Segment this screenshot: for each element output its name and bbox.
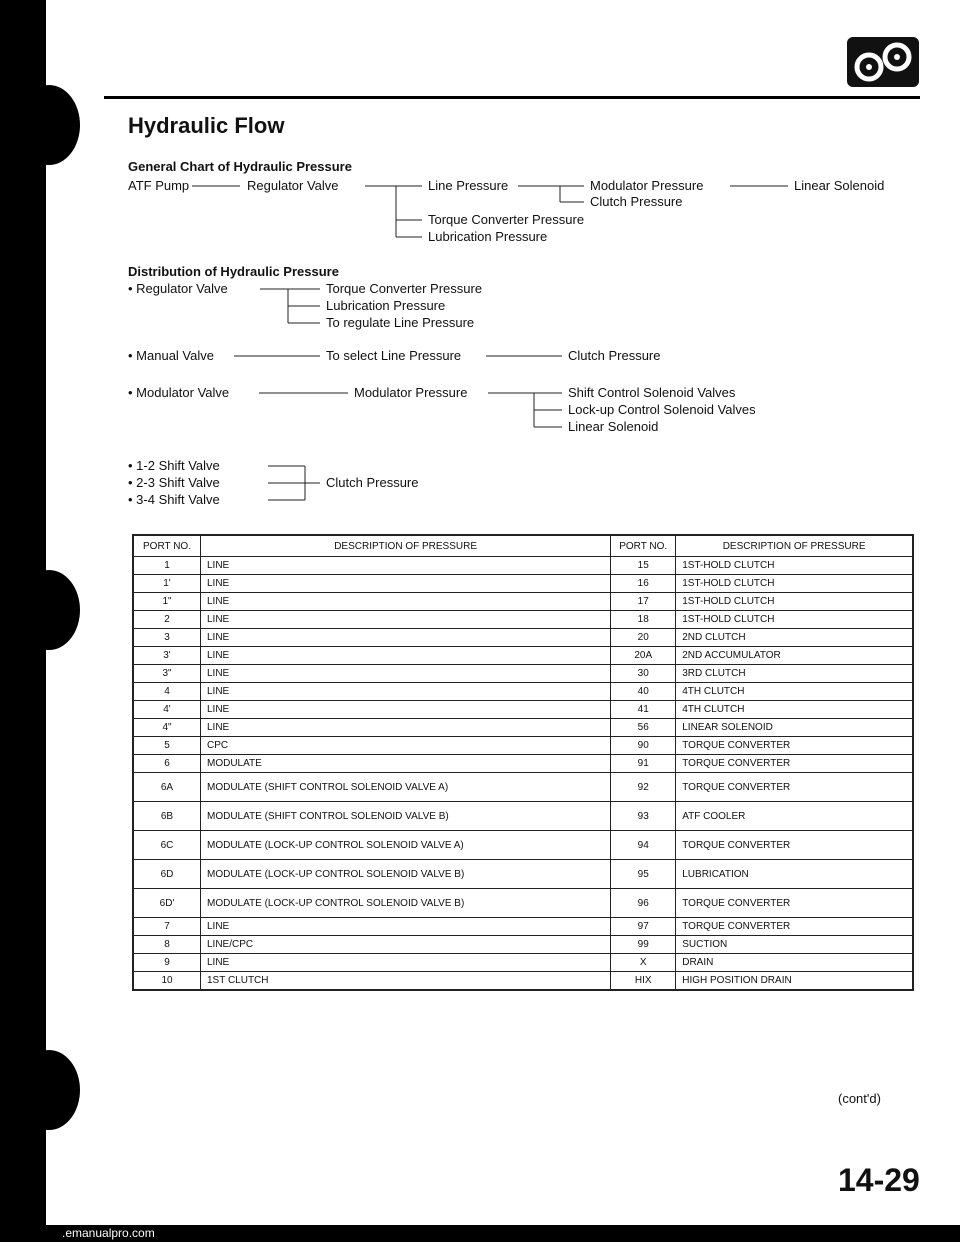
port-no-cell: 18 <box>611 611 676 629</box>
table-row <box>133 755 913 773</box>
port-no-cell: 91 <box>611 755 676 773</box>
description-cell: LINE <box>201 647 611 665</box>
header-description-2: DESCRIPTION OF PRESSURE <box>676 535 913 557</box>
port-no-cell: 97 <box>611 918 676 936</box>
port-table-body <box>133 557 913 991</box>
description-cell: MODULATE (LOCK-UP CONTROL SOLENOID VALVE B) <box>201 889 611 918</box>
port-no-cell: 6 <box>133 755 201 773</box>
description-cell: 4TH CLUTCH <box>676 701 913 719</box>
description-cell: TORQUE CONVERTER <box>676 889 913 918</box>
description-cell: MODULATE (LOCK-UP CONTROL SOLENOID VALVE A) <box>201 831 611 860</box>
regulator-valve-text: Regulator Valve <box>136 281 228 296</box>
table-row <box>133 773 913 802</box>
bullet-modulator-valve: • Modulator Valve <box>128 385 230 400</box>
header-port-no-2: PORT NO. <box>611 535 676 557</box>
table-row <box>133 719 913 737</box>
description-cell: MODULATE (SHIFT CONTROL SOLENOID VALVE B) <box>201 802 611 831</box>
description-cell: TORQUE CONVERTER <box>676 737 913 755</box>
table-row <box>133 575 913 593</box>
description-cell: TORQUE CONVERTER <box>676 918 913 936</box>
port-no-cell: 4" <box>133 719 201 737</box>
port-no-cell: 5 <box>133 737 201 755</box>
description-cell: 2ND ACCUMULATOR <box>676 647 913 665</box>
description-cell: LUBRICATION <box>676 860 913 889</box>
shift-out-label: Clutch Pressure <box>326 475 419 490</box>
description-cell: LINE <box>201 719 611 737</box>
description-cell: LINE <box>201 683 611 701</box>
table-row <box>133 557 913 575</box>
shift3-text: 3-4 Shift Valve <box>136 492 220 507</box>
description-cell: MODULATE (LOCK-UP CONTROL SOLENOID VALVE B) <box>201 860 611 889</box>
port-no-cell: 3" <box>133 665 201 683</box>
bullet-shift2: • 2-3 Shift Valve <box>128 475 220 490</box>
description-cell: MODULATE (SHIFT CONTROL SOLENOID VALVE A) <box>201 773 611 802</box>
table-row <box>133 593 913 611</box>
port-no-cell: 1 <box>133 557 201 575</box>
description-cell: LINE <box>201 918 611 936</box>
port-no-cell: 20 <box>611 629 676 647</box>
port-no-cell: 17 <box>611 593 676 611</box>
table-row <box>133 860 913 889</box>
bullet-regulator-valve: • Regulator Valve <box>128 281 228 296</box>
shift2-text: 2-3 Shift Valve <box>136 475 220 490</box>
mod-out-lockup: Lock-up Control Solenoid Valves <box>568 402 756 417</box>
port-no-cell: HIX <box>611 972 676 991</box>
port-no-cell: 6C <box>133 831 201 860</box>
table-row <box>133 683 913 701</box>
header-port-no-1: PORT NO. <box>133 535 201 557</box>
description-cell: LINE <box>201 954 611 972</box>
table-row <box>133 831 913 860</box>
torque-converter-pressure-label: Torque Converter Pressure <box>428 212 585 227</box>
port-no-cell: 56 <box>611 719 676 737</box>
port-no-cell: 3 <box>133 629 201 647</box>
port-no-cell: 6D' <box>133 889 201 918</box>
line-pressure-label: Line Pressure <box>428 178 509 193</box>
table-row <box>133 701 913 719</box>
description-cell: CPC <box>201 737 611 755</box>
description-cell: DRAIN <box>676 954 913 972</box>
port-no-cell: 93 <box>611 802 676 831</box>
description-cell: 1ST CLUTCH <box>201 972 611 991</box>
atf-pump-label: ATF Pump <box>128 178 190 193</box>
table-row <box>133 647 913 665</box>
footer-url: .emanualpro.com <box>62 1226 155 1240</box>
description-cell: LINE <box>201 593 611 611</box>
manual-out-label: Clutch Pressure <box>568 348 661 363</box>
description-cell: LINE <box>201 629 611 647</box>
regulator-valve-label: Regulator Valve <box>247 178 339 193</box>
modulator-valve-text: Modulator Valve <box>136 385 230 400</box>
description-cell: MODULATE <box>201 755 611 773</box>
port-no-cell: 16 <box>611 575 676 593</box>
description-cell: 1ST-HOLD CLUTCH <box>676 593 913 611</box>
port-no-cell: 41 <box>611 701 676 719</box>
description-cell: 2ND CLUTCH <box>676 629 913 647</box>
continued-label: (cont'd) <box>838 1091 881 1106</box>
port-no-cell: 92 <box>611 773 676 802</box>
reg-out-lubrication: Lubrication Pressure <box>326 298 446 313</box>
description-cell: LINE/CPC <box>201 936 611 954</box>
reg-out-torque: Torque Converter Pressure <box>326 281 483 296</box>
port-no-cell: 30 <box>611 665 676 683</box>
port-no-cell: 2 <box>133 611 201 629</box>
bullet-shift1: • 1-2 Shift Valve <box>128 458 220 473</box>
bullet-shift3: • 3-4 Shift Valve <box>128 492 220 507</box>
table-row <box>133 972 913 991</box>
port-no-cell: 95 <box>611 860 676 889</box>
description-cell: HIGH POSITION DRAIN <box>676 972 913 991</box>
description-cell: TORQUE CONVERTER <box>676 831 913 860</box>
modulator-pressure-label: Modulator Pressure <box>590 178 704 193</box>
manual-mid-label: To select Line Pressure <box>326 348 462 363</box>
port-no-cell: 15 <box>611 557 676 575</box>
description-cell: LINE <box>201 665 611 683</box>
port-no-cell: 10 <box>133 972 201 991</box>
description-cell: LINE <box>201 557 611 575</box>
description-cell: 3RD CLUTCH <box>676 665 913 683</box>
port-no-cell: 96 <box>611 889 676 918</box>
table-row <box>133 802 913 831</box>
table-row <box>133 936 913 954</box>
description-cell: ATF COOLER <box>676 802 913 831</box>
reg-out-line: To regulate Line Pressure <box>326 315 475 330</box>
port-no-cell: X <box>611 954 676 972</box>
port-no-cell: 6D <box>133 860 201 889</box>
table-row <box>133 889 913 918</box>
port-no-cell: 94 <box>611 831 676 860</box>
table-row <box>133 954 913 972</box>
modulator-mid-label: Modulator Pressure <box>354 385 468 400</box>
table-row <box>133 665 913 683</box>
port-no-cell: 1" <box>133 593 201 611</box>
description-cell: LINE <box>201 701 611 719</box>
port-no-cell: 20A <box>611 647 676 665</box>
description-cell: LINE <box>201 575 611 593</box>
description-cell: TORQUE CONVERTER <box>676 773 913 802</box>
page-number: 14-29 <box>838 1162 920 1198</box>
manual-valve-text: Manual Valve <box>136 348 214 363</box>
table-row <box>133 611 913 629</box>
mod-out-linear: Linear Solenoid <box>568 419 659 434</box>
port-no-cell: 4 <box>133 683 201 701</box>
bullet-manual-valve: • Manual Valve <box>128 348 214 363</box>
description-cell: 4TH CLUTCH <box>676 683 913 701</box>
lubrication-pressure-label: Lubrication Pressure <box>428 229 548 244</box>
distribution-heading: Distribution of Hydraulic Pressure <box>128 264 339 279</box>
port-table <box>132 534 914 991</box>
port-no-cell: 1' <box>133 575 201 593</box>
description-cell: LINE <box>201 611 611 629</box>
header-description-1: DESCRIPTION OF PRESSURE <box>201 535 611 557</box>
description-cell: 1ST-HOLD CLUTCH <box>676 611 913 629</box>
description-cell: 1ST-HOLD CLUTCH <box>676 557 913 575</box>
port-no-cell: 8 <box>133 936 201 954</box>
port-no-cell: 7 <box>133 918 201 936</box>
description-cell: LINEAR SOLENOID <box>676 719 913 737</box>
port-no-cell: 3' <box>133 647 201 665</box>
table-row <box>133 918 913 936</box>
table-header-row <box>133 535 913 557</box>
port-no-cell: 4' <box>133 701 201 719</box>
port-no-cell: 99 <box>611 936 676 954</box>
linear-solenoid-label: Linear Solenoid <box>794 178 885 193</box>
description-cell: TORQUE CONVERTER <box>676 755 913 773</box>
port-no-cell: 90 <box>611 737 676 755</box>
mod-out-shift: Shift Control Solenoid Valves <box>568 385 736 400</box>
port-no-cell: 6B <box>133 802 201 831</box>
description-cell: SUCTION <box>676 936 913 954</box>
table-row <box>133 737 913 755</box>
general-heading: General Chart of Hydraulic Pressure <box>128 159 352 174</box>
table-row <box>133 629 913 647</box>
port-no-cell: 6A <box>133 773 201 802</box>
port-no-cell: 9 <box>133 954 201 972</box>
shift1-text: 1-2 Shift Valve <box>136 458 220 473</box>
port-no-cell: 40 <box>611 683 676 701</box>
description-cell: 1ST-HOLD CLUTCH <box>676 575 913 593</box>
clutch-pressure-label: Clutch Pressure <box>590 194 683 209</box>
page-title: Hydraulic Flow <box>128 113 285 138</box>
